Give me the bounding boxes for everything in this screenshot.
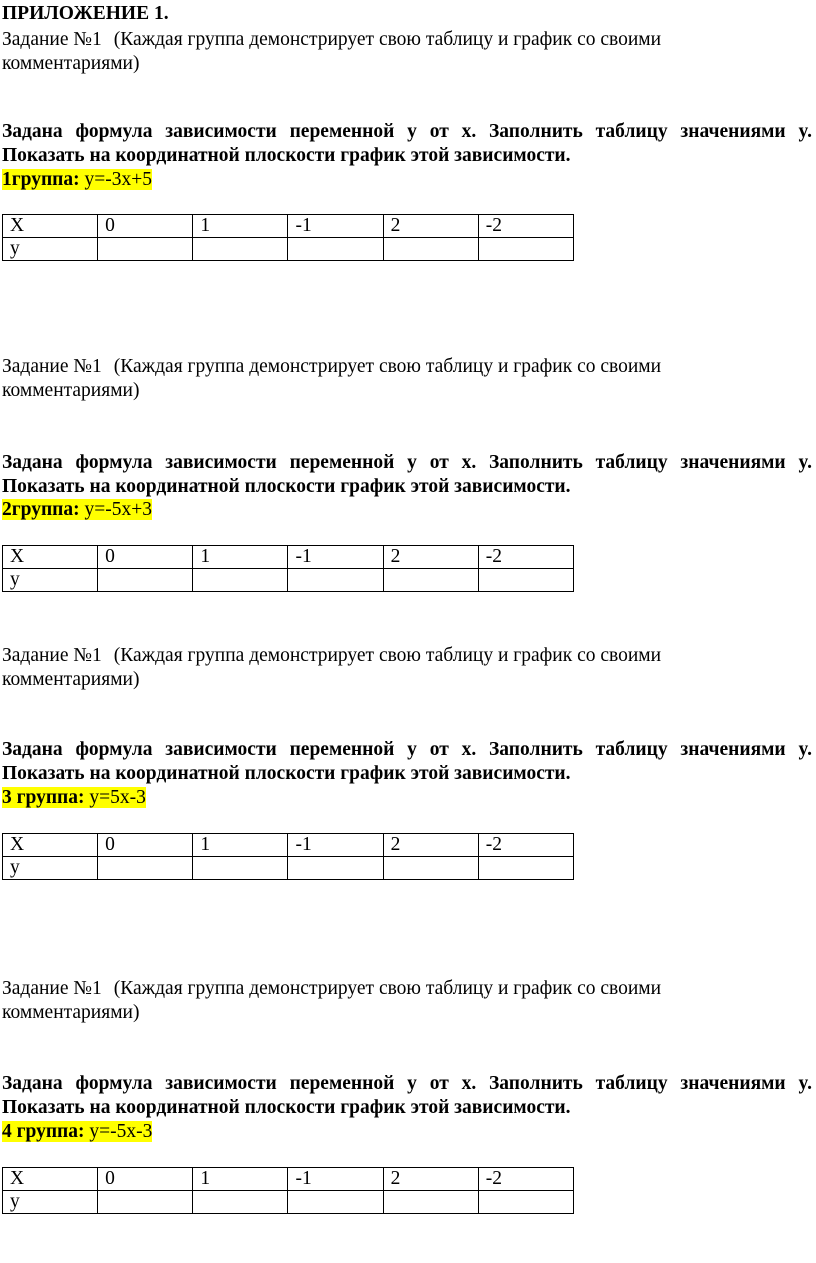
y-label-cell: y [3, 857, 98, 880]
y-value-cell[interactable] [288, 1191, 383, 1214]
x-value-cell: -2 [478, 834, 573, 857]
task-title [2, 355, 661, 379]
task-note: (Каждая группа демонстрирует свою таблицу и график со своими [113, 356, 662, 377]
group-formula [2, 168, 152, 192]
group-formula [2, 786, 146, 810]
x-value-cell: 2 [383, 546, 478, 569]
x-value-cell: 0 [98, 1168, 193, 1191]
y-value-cell[interactable] [288, 857, 383, 880]
x-label-cell: X [3, 834, 98, 857]
y-value-cell[interactable] [478, 857, 573, 880]
task-note: (Каждая группа демонстрирует свою таблицу и график со своими [113, 29, 662, 50]
y-value-cell[interactable] [383, 1191, 478, 1214]
x-value-cell: -2 [478, 1168, 573, 1191]
x-value-cell: -1 [288, 215, 383, 238]
x-value-cell: -1 [288, 546, 383, 569]
table-row-x [3, 546, 574, 569]
group-label: 4 группа: [2, 1121, 85, 1142]
task-note-continued: комментариями) [2, 53, 140, 74]
y-value-cell[interactable] [98, 1191, 193, 1214]
y-value-cell[interactable] [98, 238, 193, 261]
y-value-cell[interactable] [98, 569, 193, 592]
x-value-cell: -1 [288, 1168, 383, 1191]
table-row-x [3, 215, 574, 238]
formula: y=-3x+5 [84, 169, 153, 190]
x-value-cell: 2 [383, 1168, 478, 1191]
table-row-x [3, 834, 574, 857]
task-note: (Каждая группа демонстрирует свою таблицу и график со своими [113, 978, 662, 999]
task-title [2, 644, 661, 668]
x-value-cell: 2 [383, 834, 478, 857]
y-value-cell[interactable] [193, 238, 288, 261]
task-note-continued: комментариями) [2, 1002, 140, 1023]
group-label: 1группа: [2, 169, 80, 190]
y-value-cell[interactable] [288, 569, 383, 592]
values-table [2, 545, 574, 592]
x-value-cell: -2 [478, 546, 573, 569]
y-label-cell: y [3, 569, 98, 592]
group-formula [2, 498, 152, 522]
x-value-cell: 0 [98, 215, 193, 238]
x-value-cell: -1 [288, 834, 383, 857]
table-row-y [3, 857, 574, 880]
x-value-cell: -2 [478, 215, 573, 238]
x-value-cell: 2 [383, 215, 478, 238]
task-number: Задание №1 [2, 356, 102, 377]
task-statement: Задана формула зависимости переменной y от x. Заполнить таблицу значениями y. [2, 739, 812, 760]
x-value-cell: 0 [98, 834, 193, 857]
y-value-cell[interactable] [478, 1191, 573, 1214]
values-table [2, 833, 574, 880]
y-value-cell[interactable] [478, 238, 573, 261]
y-value-cell[interactable] [98, 857, 193, 880]
task-note-continued: комментариями) [2, 669, 140, 690]
formula: y=-5x+3 [84, 499, 153, 520]
group-label: 3 группа: [2, 787, 85, 808]
task-note: (Каждая группа демонстрирует свою таблицу и график со своими [113, 645, 662, 666]
task-number: Задание №1 [2, 645, 102, 666]
y-label-cell: y [3, 238, 98, 261]
y-label-cell: y [3, 1191, 98, 1214]
values-table [2, 1167, 574, 1214]
y-value-cell[interactable] [383, 857, 478, 880]
x-label-cell: X [3, 546, 98, 569]
task-statement: Задана формула зависимости переменной y от x. Заполнить таблицу значениями y. [2, 121, 812, 142]
group-formula [2, 1120, 152, 1144]
y-value-cell[interactable] [193, 1191, 288, 1214]
x-value-cell: 1 [193, 834, 288, 857]
task-note-continued: комментариями) [2, 380, 140, 401]
task-statement-continued: Показать на координатной плоскости график этой зависимости. [2, 1097, 571, 1118]
y-value-cell[interactable] [193, 569, 288, 592]
y-value-cell[interactable] [288, 238, 383, 261]
y-value-cell[interactable] [193, 857, 288, 880]
table-row-y [3, 569, 574, 592]
y-value-cell[interactable] [383, 238, 478, 261]
task-title [2, 977, 661, 1001]
x-value-cell: 1 [193, 546, 288, 569]
task-statement: Задана формула зависимости переменной y от x. Заполнить таблицу значениями y. [2, 1073, 812, 1094]
x-value-cell: 0 [98, 546, 193, 569]
values-table [2, 214, 574, 261]
x-value-cell: 1 [193, 1168, 288, 1191]
table-row-x [3, 1168, 574, 1191]
task-number: Задание №1 [2, 978, 102, 999]
task-statement-continued: Показать на координатной плоскости график этой зависимости. [2, 763, 571, 784]
appendix-heading: ПРИЛОЖЕНИЕ 1. [2, 3, 169, 24]
x-label-cell: X [3, 1168, 98, 1191]
x-value-cell: 1 [193, 215, 288, 238]
task-statement-continued: Показать на координатной плоскости график этой зависимости. [2, 476, 571, 497]
task-statement: Задана формула зависимости переменной y от x. Заполнить таблицу значениями y. [2, 452, 812, 473]
formula: y=-5x-3 [89, 1121, 153, 1142]
table-row-y [3, 238, 574, 261]
y-value-cell[interactable] [383, 569, 478, 592]
group-label: 2группа: [2, 499, 80, 520]
y-value-cell[interactable] [478, 569, 573, 592]
table-row-y [3, 1191, 574, 1214]
task-title [2, 28, 661, 52]
x-label-cell: X [3, 215, 98, 238]
task-number: Задание №1 [2, 29, 102, 50]
task-statement-continued: Показать на координатной плоскости график этой зависимости. [2, 145, 571, 166]
formula: y=5x-3 [89, 787, 146, 808]
